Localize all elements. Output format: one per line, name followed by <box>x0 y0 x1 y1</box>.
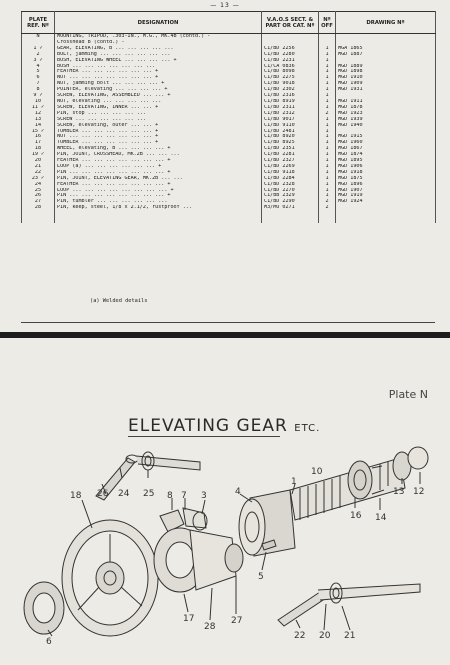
row-no-off: 1 <box>319 99 336 105</box>
row-no-off: 1 <box>319 64 336 70</box>
row-plate-ref: 25 <box>22 188 55 194</box>
row-drawing: MGD 1918 <box>336 170 436 176</box>
row-plate-ref: 11 ✓ <box>22 105 55 111</box>
callout-6: 6 <box>46 637 52 647</box>
row-designation: Crosshead B (contd.) - <box>55 40 262 46</box>
row-cat-number: C1/BD 2302 <box>262 87 319 93</box>
row-plate-ref: N <box>22 34 55 40</box>
row-no-off: 1 <box>319 93 336 99</box>
row-cat-number: C1/BD 2256 <box>262 46 319 52</box>
callout-24: 24 <box>118 489 130 499</box>
row-drawing: MGD 1939 <box>336 117 436 123</box>
row-cat-number: C1/BD 2284 <box>262 176 319 182</box>
row-no-off: 1 <box>319 69 336 75</box>
row-plate-ref: 4 <box>22 64 55 70</box>
callout-27: 27 <box>231 616 243 626</box>
header-vaos: V.A.O.S SECT. & PART OR CAT. Nº <box>262 12 319 34</box>
row-designation: NUT ... ... ... ... ... ... ... + <box>55 134 262 140</box>
row-plate-ref: 2 <box>22 52 55 58</box>
row-cat-number: C1/BD 8925 <box>262 140 319 146</box>
row-designation: SCREW, ELEVATING, ASSEMBLED ... ... + <box>55 93 262 99</box>
row-designation: BUSH ... ... ... ... ... ... ... <box>55 64 262 70</box>
row-plate-ref: 21 <box>22 164 55 170</box>
row-no-off: 1 <box>319 182 336 188</box>
row-designation: PIN, JOINT, ELEVATING GEAR, MK.2B ... ... <box>55 176 262 182</box>
table-row <box>22 217 436 223</box>
row-drawing: MGD 1960 <box>336 140 436 146</box>
row-no-off: 2 <box>319 111 336 117</box>
row-no-off: 1 <box>319 117 336 123</box>
row-no-off: 1 <box>319 75 336 81</box>
row-no-off: 1 <box>319 123 336 129</box>
row-no-off: 1 <box>319 129 336 135</box>
row-plate-ref: 28 <box>22 205 55 211</box>
row-designation: SCREW ... ... ... ... ... ... <box>55 117 262 123</box>
illustration-title-suffix: ETC. <box>294 423 321 434</box>
row-drawing: MGD 1940 <box>336 123 436 129</box>
row-no-off: 1 <box>319 158 336 164</box>
parts-table <box>21 11 436 223</box>
row-plate-ref: 19 ✓ <box>22 152 55 158</box>
row-drawing: MGD 1874 <box>336 152 436 158</box>
callout-12: 12 <box>413 487 425 497</box>
row-plate-ref: 27 <box>22 199 55 205</box>
elevating-screw <box>290 447 428 520</box>
callout-21: 21 <box>344 631 356 641</box>
row-designation: PIN ... ... ... ... ... ... ... ... + <box>55 193 262 199</box>
row-plate-ref: 10 <box>22 99 55 105</box>
row-plate-ref: 17 <box>22 140 55 146</box>
row-cat-number: C1/BD 2275 <box>262 75 319 81</box>
row-drawing: MGD 1887 <box>336 52 436 58</box>
table-bottom-rule <box>21 322 435 323</box>
row-drawing: MGD 1924 <box>336 199 436 205</box>
row-no-off: 1 <box>319 81 336 87</box>
row-designation: WHEEL, elevating, B ... ... ... ... + <box>55 146 262 152</box>
row-drawing: MGD 1915 <box>336 134 436 140</box>
row-cat-number: C1/CA 0836 <box>262 64 319 70</box>
header-designation: DESIGNATION <box>55 12 262 34</box>
callout-26: 26 <box>97 489 109 499</box>
row-cat-number: C1/BD 2231 <box>262 58 319 64</box>
callout-3: 3 <box>201 491 207 501</box>
row-cat-number: C1/BD 2269 <box>262 164 319 170</box>
row-no-off: 1 <box>319 164 336 170</box>
row-no-off: 2 <box>319 199 336 205</box>
row-designation: FEATHER ... ... ... ... ... ... + <box>55 69 262 75</box>
row-plate-ref: 1 ✓ <box>22 46 55 52</box>
header-plate-ref: PLATE REF. Nº <box>22 12 55 34</box>
row-no-off: 2 <box>319 205 336 211</box>
row-plate-ref: 5 <box>22 69 55 75</box>
row-drawing: MGD 1878 <box>336 105 436 111</box>
callout-8: 8 <box>167 491 173 501</box>
row-no-off: 1 <box>319 140 336 146</box>
row-drawing: MGD 1923 <box>336 111 436 117</box>
row-cat-number: M3/MU 0271 <box>262 205 319 211</box>
row-plate-ref: 26 <box>22 193 55 199</box>
row-cat-number: C1/BD 2481 <box>262 129 319 135</box>
row-cat-number: C1/BD 2327 <box>262 158 319 164</box>
callout-1: 1 <box>291 477 297 487</box>
header-no-off: Nº OFF <box>319 12 336 34</box>
table-header-row <box>22 12 436 34</box>
row-drawing: MGD 1896 <box>336 182 436 188</box>
row-cat-number: C1/BD 2316 <box>262 93 319 99</box>
row-cat-number: C1/BD 2280 <box>262 52 319 58</box>
row-designation: NUT ... ... ... ... ... ... ... + <box>55 75 262 81</box>
callout-25: 25 <box>143 489 155 499</box>
row-drawing <box>336 217 436 223</box>
row-plate-ref: 7 <box>22 81 55 87</box>
row-plate-ref: 9 ✓ <box>22 93 55 99</box>
row-plate-ref: 22 <box>22 170 55 176</box>
row-plate-ref: 8 <box>22 87 55 93</box>
row-designation: BOLT, jamming ... ... ... ... ... ... <box>55 52 262 58</box>
row-designation <box>55 217 262 223</box>
row-plate-ref: 20 <box>22 158 55 164</box>
row-designation: PIN, tumbler ... ... ... ... ... ... <box>55 199 262 205</box>
callout-28: 28 <box>204 622 216 632</box>
row-plate-ref: 12 <box>22 111 55 117</box>
row-cat-number <box>262 217 319 223</box>
row-designation: FEATHER ... ... ... ... ... ... ... + <box>55 182 262 188</box>
row-cat-number: C1/BD 9017 <box>262 117 319 123</box>
row-drawing: MGD 1875 <box>336 176 436 182</box>
row-drawing: MGD 1867 <box>336 146 436 152</box>
row-cat-number: C1/BB 2329 <box>262 193 319 199</box>
row-designation: NUT, jamming bolt ... ... ... ... + <box>55 81 262 87</box>
callout-18: 18 <box>70 491 82 501</box>
plate-sheet <box>0 338 450 665</box>
row-cat-number: C1/BD 2312 <box>262 111 319 117</box>
header-drawing: DRAWING Nº <box>336 12 436 34</box>
row-drawing: MGD 1910 <box>336 75 436 81</box>
wheel-bush <box>154 528 243 592</box>
row-designation: FEATHER ... ... ... ... ... ... ... + <box>55 158 262 164</box>
row-plate-ref <box>22 217 55 223</box>
row-drawing: MGD 1919 <box>336 193 436 199</box>
row-no-off: 1 <box>319 176 336 182</box>
parts-list-page <box>0 0 450 332</box>
row-designation: PIN, stop ... ... ... ... ... <box>55 111 262 117</box>
row-cat-number: C1/BD 9118 <box>262 170 319 176</box>
row-no-off: 1 <box>319 146 336 152</box>
callout-16: 16 <box>350 511 362 521</box>
row-designation: LOOP ... ... ... ... ... ... ... ... + <box>55 188 262 194</box>
callout-22: 22 <box>294 631 306 641</box>
row-cat-number: C1/BD 8919 <box>262 99 319 105</box>
row-designation: LOOP (a) ... ... ... ... ... ... + <box>55 164 262 170</box>
row-cat-number: C1/BD 8920 <box>262 134 319 140</box>
plate-label: Plate N <box>388 388 428 401</box>
row-plate-ref: 16 <box>22 134 55 140</box>
row-plate-ref: 6 <box>22 75 55 81</box>
row-no-off: 1 <box>319 58 336 64</box>
row-no-off: 1 <box>319 46 336 52</box>
row-designation: TUMBLER ... ... ... ... ... ... + <box>55 129 262 135</box>
row-designation: PIN, JOINT, CROSSHEAD, MK.2B ... ... ... <box>55 152 262 158</box>
row-designation: GEAR, ELEVATING, B ... ... ... ... ... <box>55 46 262 52</box>
row-cat-number: C1/BD 2290 <box>262 199 319 205</box>
row-drawing: MGD 1909 <box>336 81 436 87</box>
row-drawing: MGD 1895 <box>336 158 436 164</box>
row-plate-ref: 18 <box>22 146 55 152</box>
row-no-off: 1 <box>319 105 336 111</box>
row-drawing: MGD 1911 <box>336 99 436 105</box>
row-designation: BUSH, ELEVATING WHEEL ... ... ... ... + <box>55 58 262 64</box>
callout-13: 13 <box>393 487 405 497</box>
callout-20: 20 <box>319 631 331 641</box>
row-plate-ref: 23 ✓ <box>22 176 55 182</box>
exploded-drawing <box>0 338 450 665</box>
row-plate-ref: 3 ✓ <box>22 58 55 64</box>
row-drawing: MGD 1889 <box>336 64 436 70</box>
callout-14: 14 <box>375 513 387 523</box>
row-no-off: 1 <box>319 170 336 176</box>
crosshead-pin-joint <box>278 583 420 626</box>
illustration-title-main: ELEVATING GEAR <box>128 416 288 436</box>
elevating-handwheel <box>62 520 158 636</box>
row-no-off: 1 <box>319 152 336 158</box>
row-no-off: 1 <box>319 87 336 93</box>
row-no-off: 1 <box>319 188 336 194</box>
row-no-off <box>319 217 336 223</box>
row-designation: SCREW, ELEVATING, INNER ... ... + <box>55 105 262 111</box>
row-no-off: 1 <box>319 52 336 58</box>
callout-7: 7 <box>181 491 187 501</box>
row-cat-number: C1/BD 9018 <box>262 81 319 87</box>
row-cat-number: C1/BD 2270 <box>262 188 319 194</box>
callout-5: 5 <box>258 572 264 582</box>
row-cat-number: C1/BD 2311 <box>262 105 319 111</box>
row-designation: SCREW, elevating, outer ... ... + <box>55 123 262 129</box>
callout-4: 4 <box>235 487 241 497</box>
row-plate-ref: 15 ✓ <box>22 129 55 135</box>
row-cat-number: C1/BD 9110 <box>262 123 319 129</box>
row-no-off: 1 <box>319 134 336 140</box>
page-number: — 13 — <box>210 2 240 9</box>
row-designation: PIN, keep, steel, 1/8 x 2.1/2, rustproof ... <box>55 205 262 211</box>
row-cat-number: C1/BD 2351 <box>262 146 319 152</box>
callout-10: 10 <box>311 467 323 477</box>
row-designation: TUMBLER ... ... ... ... ... ... + <box>55 140 262 146</box>
row-designation: PIN ... ... ... ... ... ... ... ... + <box>55 170 262 176</box>
row-cat-number: C1/BD 2328 <box>262 182 319 188</box>
row-drawing: MGA 1865 <box>336 46 436 52</box>
row-drawing: MGD 1898 <box>336 69 436 75</box>
row-drawing: MGD 1931 <box>336 87 436 93</box>
footnote: (a) Welded details <box>90 298 148 304</box>
row-plate-ref: 14 <box>22 123 55 129</box>
row-drawing: MGD 1906 <box>336 164 436 170</box>
row-designation: MOUNTING, TRIPOD, .303-IN., M.G., MK.4B (contd.) - <box>55 34 262 40</box>
row-plate-ref: 13 <box>22 117 55 123</box>
row-designation: POINTER, elevating ... ... ... ... + <box>55 87 262 93</box>
row-plate-ref: 24 <box>22 182 55 188</box>
row-designation: NUT, elevating ... ... ... ... ... <box>55 99 262 105</box>
row-cat-number: C1/BD 8098 <box>262 69 319 75</box>
row-drawing: MGD 1907 <box>336 188 436 194</box>
bush-nut <box>24 582 64 634</box>
row-cat-number: C1/BD 2281 <box>262 152 319 158</box>
row-no-off: 1 <box>319 193 336 199</box>
callout-17: 17 <box>183 614 195 624</box>
